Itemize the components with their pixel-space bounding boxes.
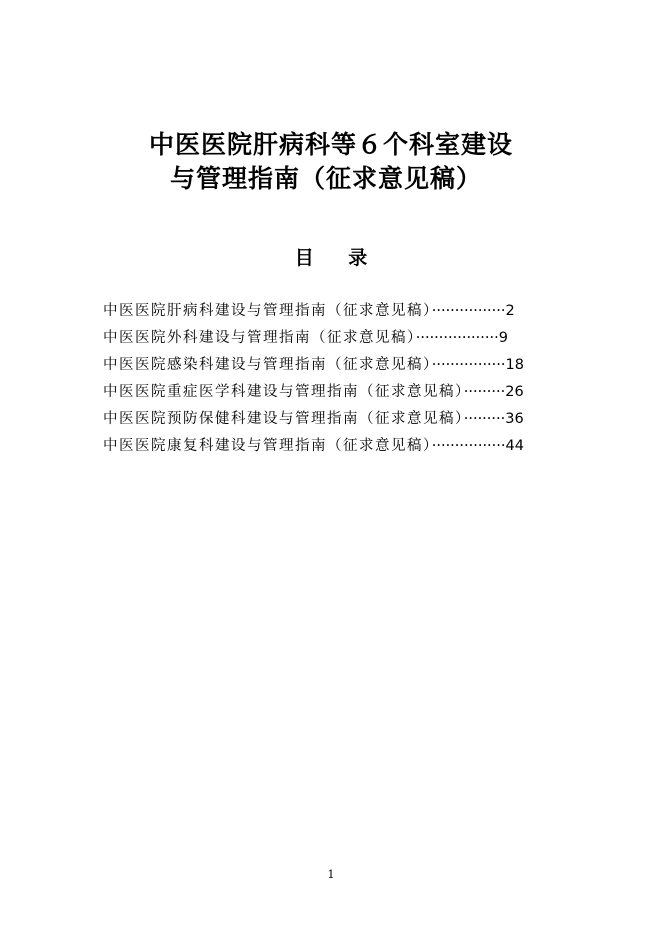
table-of-contents	[103, 298, 563, 460]
page-number: 1	[327, 868, 335, 881]
toc-entry-rehabilitation[interactable]	[103, 433, 563, 460]
toc-entry-leader: ················	[431, 438, 506, 454]
toc-entry-infection[interactable]	[103, 352, 563, 379]
toc-entry-text: 中医医院预防保健科建设与管理指南（征求意见稿）	[103, 411, 464, 427]
toc-entry-text: 中医医院外科建设与管理指南（征求意见稿）	[103, 330, 416, 346]
toc-entry-critical-care[interactable]	[103, 379, 563, 406]
toc-entry-surgery[interactable]	[103, 325, 563, 352]
toc-entry-text: 中医医院康复科建设与管理指南（征求意见稿）	[103, 438, 432, 454]
toc-entry-leader: ·········	[463, 411, 506, 427]
toc-entry-leader: ··················	[415, 330, 499, 346]
toc-entry-text: 中医医院肝病科建设与管理指南（征求意见稿）	[103, 303, 432, 319]
toc-entry-page: 9	[498, 330, 508, 346]
toc-entry-page: 2	[505, 303, 515, 319]
document-title	[0, 128, 662, 196]
toc-heading: 目 录	[294, 247, 382, 269]
toc-entry-page: 18	[505, 357, 524, 373]
toc-entry-text: 中医医院重症医学科建设与管理指南（征求意见稿）	[103, 384, 464, 400]
toc-entry-text: 中医医院感染科建设与管理指南（征求意见稿）	[103, 357, 432, 373]
title-line-1: 中医医院肝病科等６个科室建设	[148, 130, 513, 159]
toc-entry-page: 36	[505, 411, 524, 427]
toc-entry-page: 44	[505, 438, 524, 454]
toc-entry-page: 26	[505, 384, 524, 400]
toc-entry-preventive-care[interactable]	[103, 406, 563, 433]
toc-entry-leader: ·········	[463, 384, 506, 400]
title-line-2: 与管理指南（征求意见稿）	[169, 164, 482, 193]
toc-entry-hepatology[interactable]	[103, 298, 563, 325]
toc-entry-leader: ················	[431, 357, 506, 373]
toc-entry-leader: ················	[431, 303, 506, 319]
